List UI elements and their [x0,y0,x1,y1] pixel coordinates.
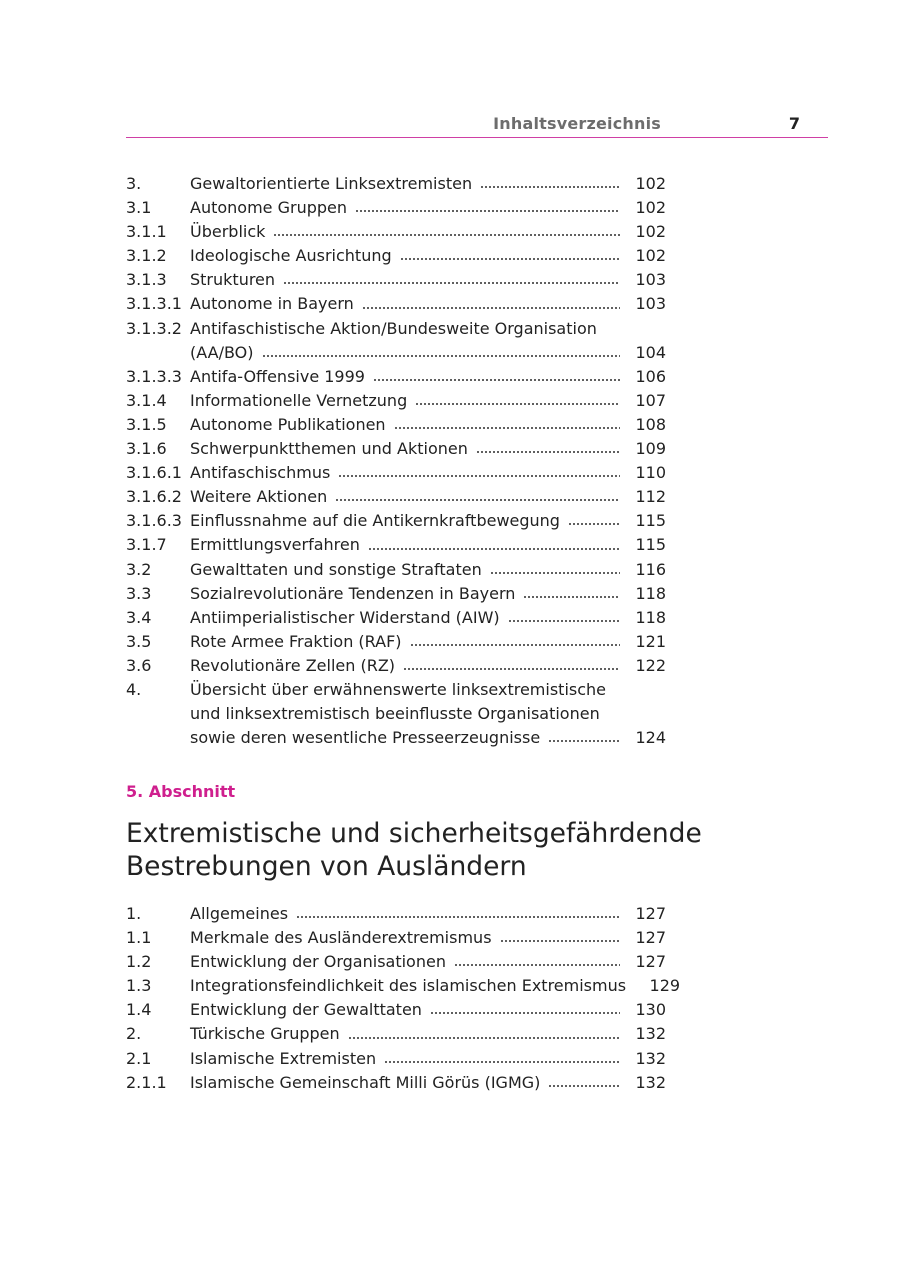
toc-entry-number: 3.6 [126,655,152,675]
toc-entry-page: 102 [635,198,666,218]
toc-dot-leader [508,618,620,624]
toc-entry-title: Entwicklung der Organisationen [190,952,446,972]
toc-entry-title: und linksextremistisch beeinflusste Organisationen [190,704,600,724]
toc-dot-leader [262,353,621,359]
toc-entry-title: Ermittlungsverfahren [190,535,360,555]
toc-entry [126,292,666,316]
toc-entry-page: 121 [635,631,666,651]
toc-entry-page: 102 [635,222,666,242]
toc-entry-title: Überblick [190,222,266,242]
toc-entry-title: Rote Armee Fraktion (RAF) [190,631,402,651]
toc-entry [126,558,666,582]
toc-entry-title: Gewalttaten und sonstige Straftaten [190,559,482,579]
toc-entry-page: 106 [635,366,666,386]
toc-entry [126,606,666,630]
toc-entry-number: 3.5 [126,631,152,651]
toc-entry-number: 3.1.7 [126,535,167,555]
toc-dot-leader [348,1035,620,1041]
toc-entry-number: 3.1.3 [126,270,167,290]
toc-entry-title: Allgemeines [190,904,289,923]
toc-entry [126,437,666,461]
toc-entry-page: 109 [635,439,666,459]
toc-entry-title: Autonome in Bayern [190,294,354,314]
toc-entry-title: Einflussnahme auf die Antikernkraftbewegung [190,511,560,531]
toc-dot-leader [415,401,620,407]
toc-entry-title: Entwicklung der Gewalttaten [190,1000,422,1020]
toc-dot-leader [480,184,620,190]
toc-dot-leader [454,962,620,968]
toc-entry [126,268,666,292]
toc-entry [126,654,666,678]
toc-entry [126,365,666,389]
toc-entry-page: 130 [635,1000,666,1020]
toc-dot-leader [283,280,620,286]
toc-entry-page: 112 [635,487,666,507]
toc-entry-page: 118 [635,607,666,627]
toc-entry [126,1047,666,1071]
toc-entry-title: Übersicht über erwähnenswerte linksextremistische [190,679,607,699]
toc-entry-number: 3.1.6 [126,439,167,459]
toc-entry-number: 2. [126,1024,142,1044]
toc-entry [126,485,666,509]
toc-entry [126,220,666,244]
toc-entry [126,461,666,485]
toc-dot-leader [273,232,620,238]
toc-entry-title: Weitere Aktionen [190,487,328,507]
toc-entry [126,630,666,654]
toc-entry-number: 3.1.3.2 [126,318,182,338]
toc-entry [126,582,666,606]
toc-entry-continuation [126,726,666,750]
toc-entry-page: 127 [635,952,666,972]
running-header-title: Inhaltsverzeichnis [493,114,661,133]
toc-entry-title: Antifaschischmus [190,463,331,483]
toc-entry-number: 3.1.5 [126,414,167,434]
toc-dot-leader [430,1010,620,1016]
toc-entry-continuation [126,702,666,726]
header-divider [126,137,828,138]
toc-entry [126,509,666,533]
toc-entry-title: Autonome Gruppen [190,198,348,218]
toc-entry-page: 110 [635,463,666,483]
toc-entry-page: 107 [635,390,666,410]
toc-entry-page: 132 [635,1024,666,1044]
toc-entry-number: 1.1 [126,928,152,948]
toc-entry [126,950,666,974]
toc-entry-number: 2.1 [126,1048,152,1068]
toc-entry-page: 115 [635,535,666,555]
toc-entry-title: Türkische Gruppen [190,1024,340,1044]
toc-entry-page: 116 [635,559,666,579]
toc-entry-title: Islamische Extremisten [190,1048,377,1068]
toc-entry-title: Integrationsfeindlichkeit des islamischen Extremismus [190,976,627,996]
toc-entry-page: 103 [635,294,666,314]
toc-entry-title: Antifa-Offensive 1999 [190,366,365,386]
toc-entry-title: (AA/BO) [190,342,254,362]
toc-entry-page: 129 [649,976,681,996]
page-number: 7 [788,114,800,133]
toc-dot-leader [384,1059,620,1065]
toc-entry-number: 4. [126,679,142,699]
toc-entry [126,678,666,702]
toc-entry-page: 127 [635,928,666,948]
toc-entry [126,926,666,950]
toc-entry [126,413,666,437]
toc-entry [126,172,666,196]
toc-dot-leader [362,305,620,311]
toc-entry [126,902,666,926]
toc-entry-number: 3.4 [126,607,152,627]
toc-dot-leader [355,208,620,214]
toc-entry-number: 1.3 [126,976,152,996]
toc-entry-title: Autonome Publikationen [190,414,386,434]
toc-dot-leader [400,256,620,262]
toc-entry-number: 3.1.6.2 [126,487,182,507]
toc-entry [126,389,666,413]
toc-entry-page: 108 [635,414,666,434]
toc-entry-page: 132 [635,1072,666,1092]
section-title [126,817,702,883]
toc-entry-page: 103 [635,270,666,290]
toc-entry-title: Informationelle Vernetzung [190,390,408,410]
toc-entry [126,1071,666,1095]
toc-entry-title: Antiimperialistischer Widerstand (AIW) [190,607,500,627]
toc-entry-title: Ideologische Ausrichtung [190,246,392,266]
toc-entry-number: 3.1.3.3 [126,366,182,386]
toc-entry-number: 3.1.6.3 [126,511,182,531]
toc-dot-leader [394,425,620,431]
toc-entry-title: Islamische Gemeinschaft Milli Görüs (IGMG) [190,1072,541,1092]
toc-entry-page: 124 [635,728,666,748]
toc-entry-number: 3.1.3.1 [126,294,182,314]
toc-dot-leader [548,1083,620,1089]
toc-entry-page: 102 [635,174,666,193]
toc-dot-leader [500,938,620,944]
toc-entry-title: Sozialrevolutionäre Tendenzen in Bayern [190,583,516,603]
toc-entry-page: 104 [635,342,666,362]
toc-list-auslaender [126,902,681,1095]
toc-entry-title: Antifaschistische Aktion/Bundesweite Organisation [190,318,597,338]
toc-dot-leader [373,377,620,383]
toc-entry-number: 3. [126,174,142,193]
toc-entry-number: 3.2 [126,559,152,579]
toc-entry-page: 132 [635,1048,666,1068]
toc-dot-leader [476,449,620,455]
toc-dot-leader [410,642,620,648]
toc-dot-leader [523,594,620,600]
toc-entry-number: 2.1.1 [126,1072,167,1092]
toc-entry [126,974,681,998]
toc-entry-number: 3.1.1 [126,222,167,242]
toc-entry-continuation [126,341,666,365]
toc-entry-page: 122 [635,655,666,675]
toc-entry-title: Schwerpunktthemen und Aktionen [190,439,468,459]
toc-entry-number: 1.2 [126,952,152,972]
toc-entry [126,244,666,268]
section-title-line: Extremistische und sicherheitsgefährdende [126,818,702,849]
toc-entry-title: Gewaltorientierte Linksextremisten [190,174,473,193]
toc-dot-leader [338,473,620,479]
toc-entry [126,317,666,341]
toc-entry [126,196,666,220]
toc-dot-leader [568,521,620,527]
toc-entry [126,533,666,557]
toc-entry-page: 115 [635,511,666,531]
toc-entry-number: 1. [126,904,142,923]
toc-dot-leader [335,497,620,503]
section-label: 5. Abschnitt [126,782,236,801]
toc-entry-number: 3.1.6.1 [126,463,182,483]
toc-entry-page: 118 [635,583,666,603]
toc-dot-leader [403,666,620,672]
toc-entry-number: 3.1 [126,198,152,218]
toc-entry-title: Merkmale des Ausländerextremismus [190,928,492,948]
toc-entry-title: Strukturen [190,270,276,290]
toc-list-linksextremismus [126,172,666,750]
toc-entry-page: 127 [635,904,666,923]
toc-entry-number: 3.1.2 [126,246,167,266]
toc-entry-page: 102 [635,246,666,266]
toc-entry-number: 1.4 [126,1000,152,1020]
toc-entry-number: 3.1.4 [126,390,167,410]
toc-entry-title: Revolutionäre Zellen (RZ) [190,655,396,675]
toc-dot-leader [548,738,620,744]
toc-dot-leader [490,570,620,576]
toc-entry-number: 3.3 [126,583,152,603]
toc-dot-leader [296,914,620,920]
section-title-line: Bestrebungen von Ausländern [126,851,527,882]
toc-dot-leader [368,546,620,552]
toc-entry [126,998,666,1022]
toc-entry [126,1022,666,1046]
toc-entry-title: sowie deren wesentliche Presseerzeugnisse [190,728,541,748]
